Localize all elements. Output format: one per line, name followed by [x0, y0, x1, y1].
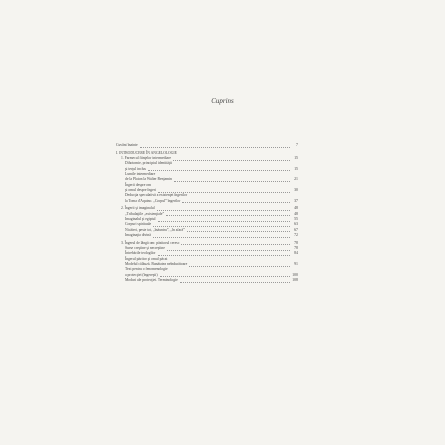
toc-entry-title: Imaginalul şi egiptul	[125, 217, 156, 222]
toc-entry-page-number: 78	[294, 246, 298, 251]
toc-entry	[116, 143, 298, 148]
dot-leader	[140, 147, 290, 148]
toc-entry-title: şi omul despre îngeri	[125, 187, 157, 192]
toc-entry-title: Îngerii despre om	[125, 182, 152, 187]
toc-entry-title: Corpuri spirituale	[125, 222, 152, 227]
toc-entry-page-number: 67	[294, 227, 298, 232]
toc-entry	[116, 233, 298, 238]
toc-entry-title: Text pentru o fenomenologie	[125, 267, 168, 272]
toc-entry-title: Imaginaţia divină	[125, 232, 151, 237]
page-title: Cuprins	[211, 97, 234, 105]
toc-entry-page-number: 37	[294, 198, 298, 203]
toc-entry-title: şi terţul inclus	[125, 166, 146, 171]
toc-entry	[116, 199, 298, 204]
toc-entry-page-number: 78	[294, 240, 298, 245]
toc-entry-title: Nicăieri, peste tot, „înăuntru”, „în afară”	[125, 227, 185, 232]
toc-entry-page-number: 7	[296, 143, 298, 147]
toc-entry-title: Moduri ale protecţiei. Terminologie	[125, 277, 178, 282]
toc-entry-page-number: 63	[294, 222, 298, 227]
dot-leader	[182, 202, 290, 203]
toc-entry-title: la Toma d'Aquino. „Corpul” îngerilor	[125, 198, 181, 203]
toc-entry-page-number: 30	[294, 187, 298, 192]
toc-entry-title: Întrebările teologilor	[125, 251, 156, 256]
toc-entry-title: „Tribulaţiile „existenţiale”	[125, 211, 165, 216]
toc-entry-title: Cuvânt înainte	[116, 143, 138, 147]
toc-entry-title: Lumile intermediare	[125, 172, 156, 177]
toc-entry-title: Dihotomie, principiul identităţii	[125, 161, 173, 166]
toc-entry	[116, 278, 298, 283]
toc-entry-title: de la Platon la Walter Benjamin	[125, 177, 172, 182]
toc-entry-title: Deducţia speculativă a existenţei îngerilor	[125, 193, 188, 198]
toc-entry-page-number: 108	[292, 277, 298, 282]
table-of-contents	[116, 143, 298, 283]
toc-entry-title: I. INTRODUCERE ÎN ANGELOLOGIE	[116, 150, 177, 155]
toc-entry-title: Surse creştine şi necreştine	[125, 246, 165, 251]
toc-entry-title: 2. Îngerii şi imaginalul	[121, 206, 155, 211]
dot-leader	[180, 282, 290, 283]
toc-entry-page-number: 72	[294, 232, 298, 237]
toc-entry-title: 1. Farmecul fiinţelor intermediare	[121, 156, 171, 161]
toc-entry-page-number: 84	[294, 251, 298, 256]
toc-entry-page-number: 48	[294, 211, 298, 216]
dot-leader	[153, 237, 290, 238]
toc-entry-page-number: 55	[294, 217, 298, 222]
toc-entry-page-number: 15	[294, 166, 298, 171]
toc-entry-title: Modelul călăuză. Bunătatea neîndurătoare	[125, 262, 188, 267]
toc-entry-page-number: 48	[294, 206, 298, 211]
toc-entry-page-number: 21	[294, 177, 298, 182]
toc-entry-page-number: 91	[294, 262, 298, 267]
toc-entry-title: 3. Îngerul de lângă om: păzitorul ceresc	[121, 240, 180, 245]
toc-entry-page-number: 15	[294, 156, 298, 161]
toc-entry-title: Îngerul păzitor şi omul păcat	[125, 256, 168, 261]
toc-entry-page-number: 100	[292, 272, 298, 277]
toc-entry-title: a protecţiei (îngereşti)	[125, 272, 158, 277]
